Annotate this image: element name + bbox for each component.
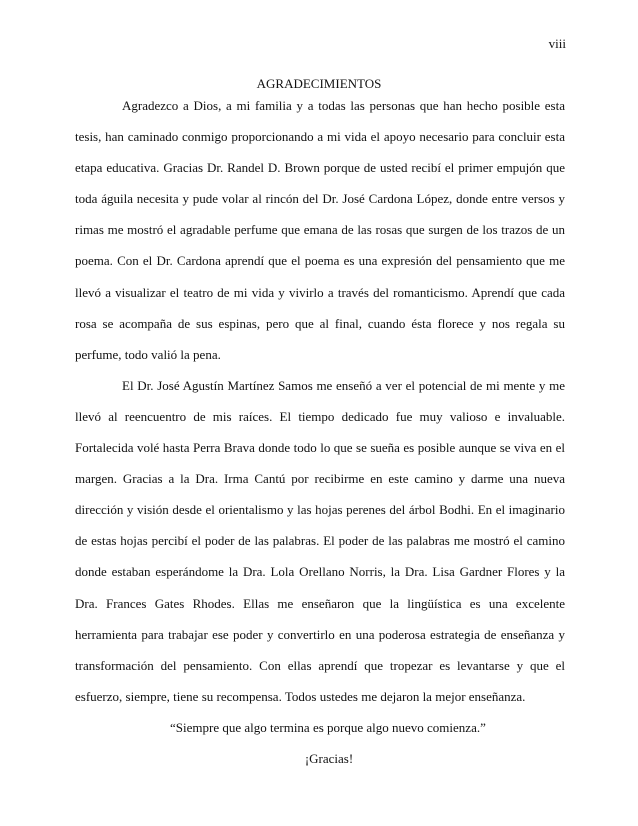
closing-thanks: ¡Gracias! xyxy=(304,750,354,766)
document-body xyxy=(75,90,565,774)
page-number: viii xyxy=(548,36,566,51)
paragraph-2: El Dr. José Agustín Martínez Samos me enseñó a ver el potencial de mi mente y me llevó al reencuentro de mis raíces. El tiempo dedicado fue muy valioso e invaluable. Fortalecida volé hasta Perra Brava donde todo lo que se sueña es posible aunque se viva en el margen. Gracias a la Dra. Irma Cantú por recibirme en este camino y darme una nueva dirección y visión desde el orientalismo y las hojas perenes del árbol Bodhi. En el imaginario de estas hojas percibí el poder de las palabras. El poder de las palabras me mostró el camino donde estaban esperándome la Dra. Lola Orellano Norris, la Dra. Lisa Gardner Flores y la Dra. Frances Gates Rhodes. Ellas me enseñaron que la lingüística es una excelente herramienta para trabajar ese poder y convertirlo en una poderosa estrategia de enseñanza y transformación del pensamiento. Con ellas aprendí que tropezar es levantarse y que el esfuerzo, siempre, tiene su recompensa. Todos ustedes me dejaron la mejor enseñanza. xyxy=(75,377,565,704)
paragraph-1: Agradezco a Dios, a mi familia y a todas las personas que han hecho posible esta tesis, han caminado conmigo proporcionando a mi vida el apoyo necesario para concluir esta etapa educativa. Gracias Dr. Randel D. Brown porque de usted recibí el primer empujón que toda águila necesita y pude volar al rincón del Dr. José Cardona López, donde entre versos y rimas me mostró el agradable perfume que emana de las rosas que surgen de los trazos de un poema. Con el Dr. Cardona aprendí que el poema es una expresión del pensamiento que me llevó a visualizar el teatro de mi vida y vivirlo a través del romanticismo. Aprendí que cada rosa se acompaña de sus espinas, pero que al final, cuando ésta florece y nos regala su perfume, todo valió la pena. xyxy=(75,98,565,362)
closing-quote: “Siempre que algo termina es porque algo nuevo comienza.” xyxy=(170,719,486,735)
page-title: AGRADECIMIENTOS xyxy=(256,76,382,91)
